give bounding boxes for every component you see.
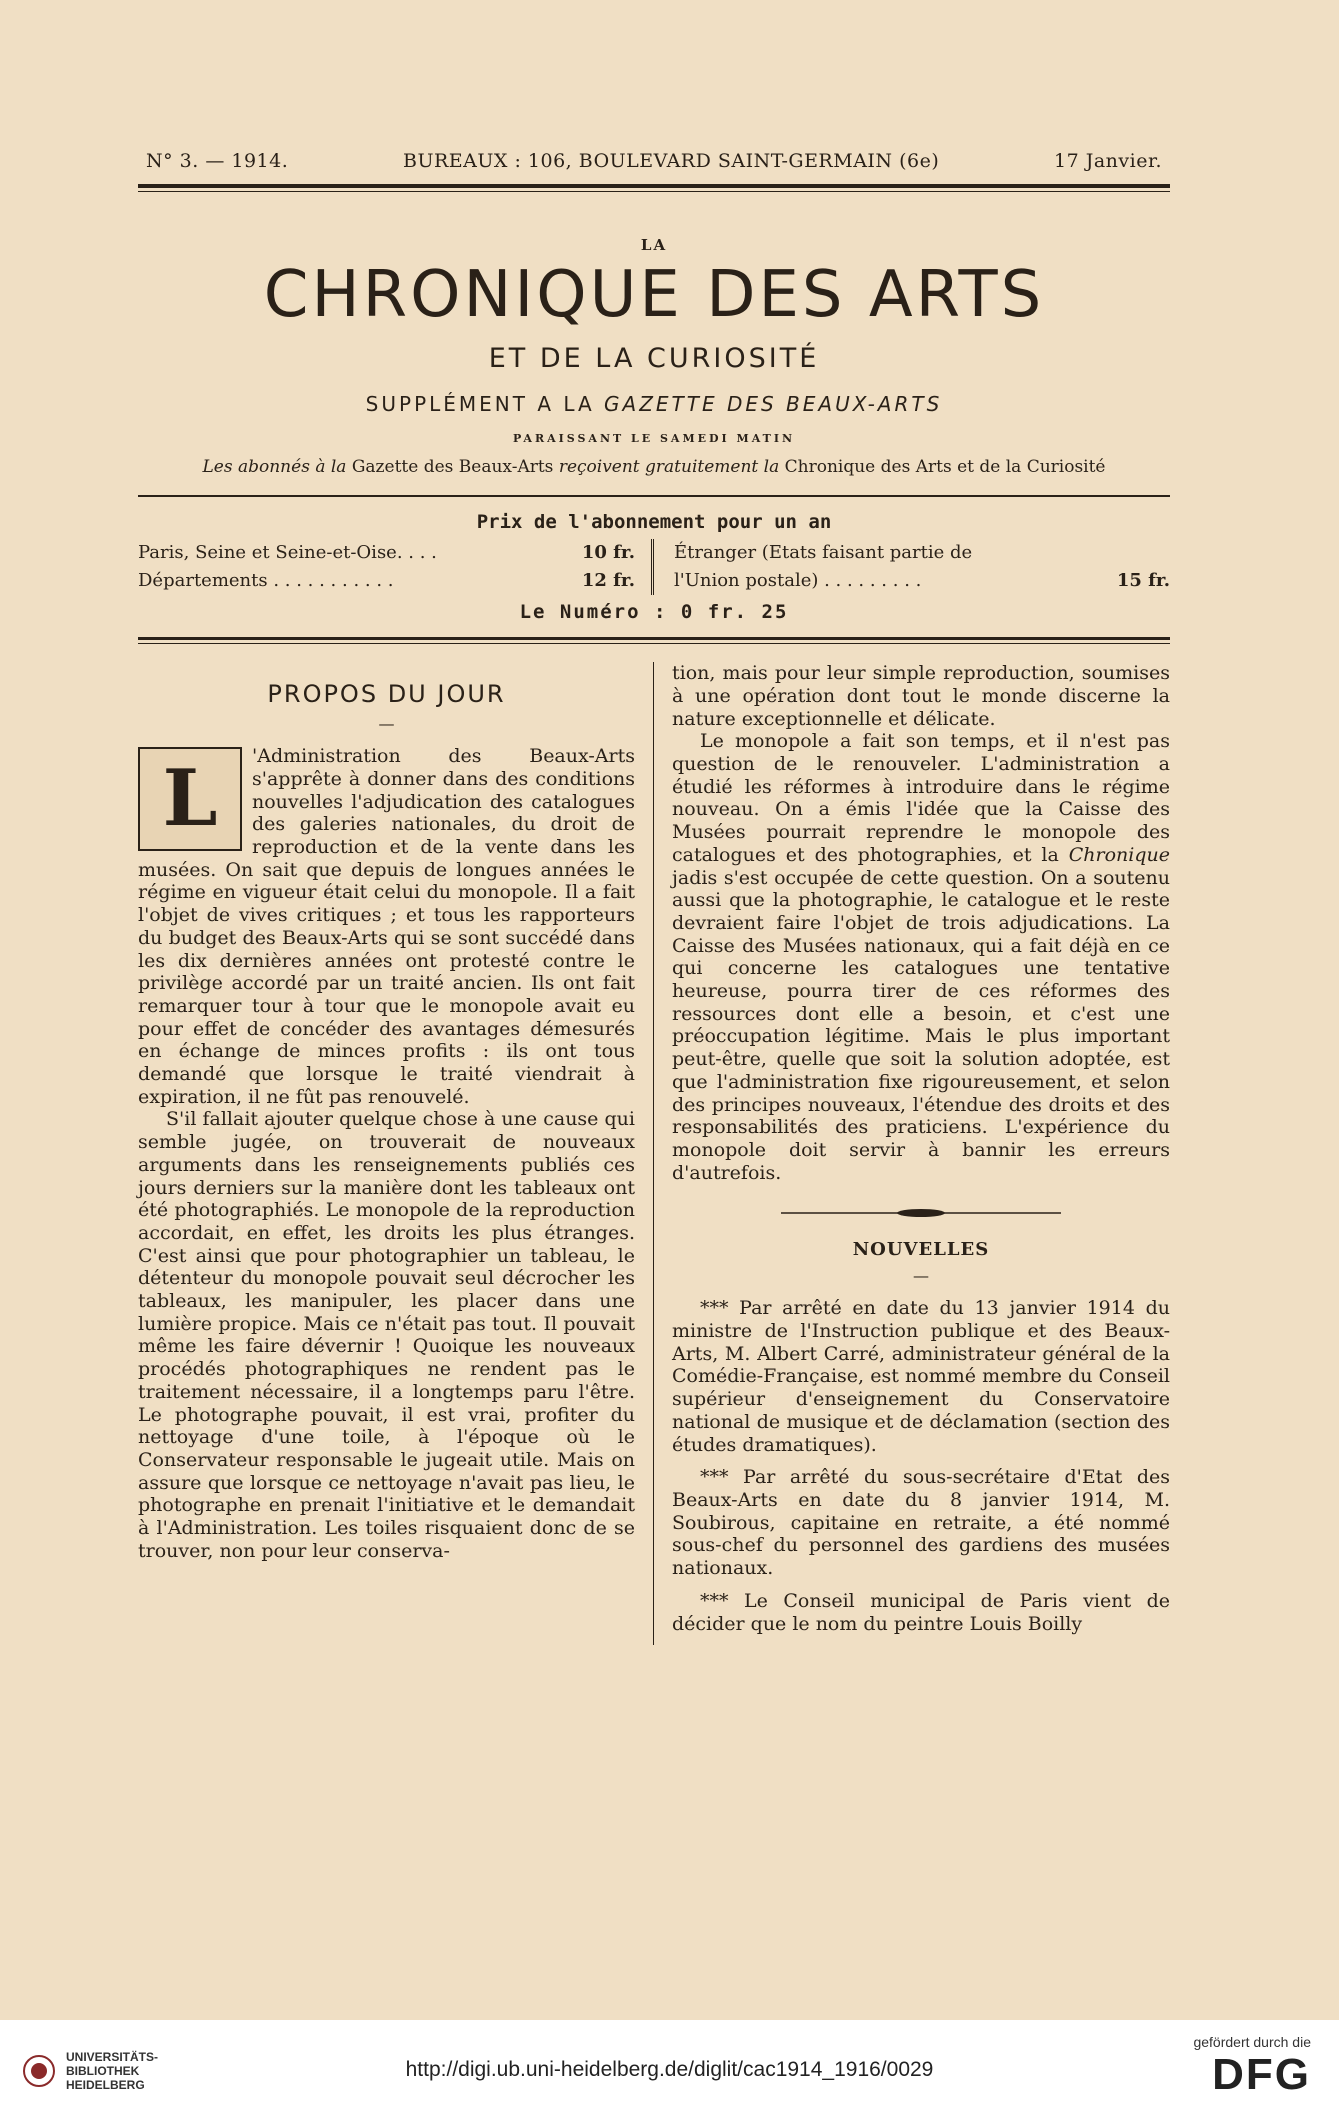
propos-continued-2 <box>672 730 1170 1184</box>
single-issue-price: Le Numéro : 0 fr. 25 <box>519 601 789 624</box>
section-rule <box>138 637 1170 640</box>
masthead-rule <box>138 495 1170 497</box>
masthead-la: LA <box>640 236 668 254</box>
subscription-title: Prix de l'abonnement pour un an <box>476 511 832 534</box>
abonnes-part-4: Chronique des Arts et de la Curiosité <box>779 457 1106 478</box>
article-columns <box>138 662 1170 1645</box>
top-rule <box>138 184 1170 188</box>
viewer-footer <box>0 2020 1339 2117</box>
permalink-url[interactable]: http://digi.ub.uni-heidelberg.de/diglit/cac1914_1916/0029 <box>405 2058 934 2081</box>
issue-line <box>138 150 1170 172</box>
right-column <box>654 662 1170 1645</box>
price-row <box>138 567 635 595</box>
supplement-line <box>138 392 1170 416</box>
subscribers-note <box>138 457 1170 477</box>
abonnes-part-3: reçoivent gratuitement la <box>558 457 780 478</box>
news-item: *** Par arrêté du sous-secrétaire d'Etat des Beaux-Arts en date du 8 janvier 1914, M. Soubirous, capitaine en retraite, a été nommé sous-chef du personnel des gardiens des musées nationaux. <box>672 1466 1170 1580</box>
price-value: 10 fr. <box>581 542 635 564</box>
masthead-title: CHRONIQUE DES ARTS <box>263 258 1045 332</box>
abonnes-part-2: Gazette des Beaux-Arts <box>346 457 559 478</box>
news-item: *** Le Conseil municipal de Paris vient de décider que le nom du peintre Louis Boilly <box>672 1589 1170 1635</box>
library-line-2: BIBLIOTHEK <box>66 2064 140 2078</box>
issue-date: 17 Janvier. <box>1054 150 1162 172</box>
price-label: Départements . . . . . . . . . . . <box>138 570 394 592</box>
dfg-credit <box>1193 2034 1311 2100</box>
masthead-subtitle: ET DE LA CURIOSITÉ <box>488 343 820 375</box>
etranger-label-1: Étranger (Etats faisant partie de <box>674 542 973 564</box>
price-row <box>138 539 635 567</box>
dfg-logo: DFG <box>1212 2050 1311 2099</box>
price-value: 12 fr. <box>581 570 635 592</box>
etranger-price: 15 fr. <box>1116 570 1170 592</box>
propos-p1-text: 'Administration des Beaux-Arts s'apprête à donner dans des conditions nouvelles l'adjudication des catalogues des galeries nationales, du droit de reproduction et de la vente dans les musées. On sait que depuis de longues années le régime en vigueur était celui du monopole. Il a fait l'objet de vives critiques ; et tous les rapporteurs du budget des Beaux-Arts qui se sont succédé dans les dix dernières années ont protesté contre le privilège accordé par un traité ancien. Ils ont fait remarquer tour à tour que le monopole avait eu pour effet de concéder des avantages démesurés en échange de minces profits : ils ont tous demandé que lorsque le traité viendrait à expiration, il ne fût pas renouvelé. <box>138 745 635 1108</box>
etranger-row-1 <box>674 539 1170 567</box>
library-line-1: UNIVERSITÄTS- <box>66 2050 159 2064</box>
ornament-rule-icon <box>781 1207 1061 1219</box>
bureaux-address: BUREAUX : 106, BOULEVARD SAINT-GERMAIN (6e) <box>403 150 940 172</box>
nouvelles-title: NOUVELLES <box>852 1239 990 1261</box>
propos-continued-1: tion, mais pour leur simple reproduction, soumises à une opération dont tout le monde discerne la nature exceptionnelle et délicate. <box>672 662 1170 730</box>
propos-paragraph-1 <box>138 745 635 1108</box>
newspaper-page <box>138 150 1170 1645</box>
section-rule-thin <box>138 643 1170 644</box>
supplement-title: GAZETTE DES BEAUX-ARTS <box>604 392 943 417</box>
subscription-foreign <box>654 539 1170 595</box>
news-item: *** Par arrêté en date du 13 janvier 1914 du ministre de l'Instruction publique et des Beaux-Arts, M. Albert Carré, administrateur général de la Comédie-Française, est nommé membre du Conseil supérieur d'enseignement du Conservatoire national de musique et de déclamation (section des études dramatiques). <box>672 1297 1170 1456</box>
funded-by-label: gefördert durch die <box>1193 2034 1311 2050</box>
top-rule-thin <box>138 191 1170 192</box>
propos-paragraph-2: S'il fallait ajouter quelque chose à une cause qui semble jugée, on trouverait de nouveaux arguments dans les renseignements publiés ces jours derniers sur la manière dont les tableaux ont été photographiés. Le monopole de la reproduction accordait, en effet, les droits les plus étranges. C'est ainsi que pour photographier un tableau, le détenteur du monopole pouvait seul décrocher les tableaux, les manipuler, les placer dans une lumière propice. Mais ce n'était pas tout. Il pouvait même les faire dévernir ! Quoique les nouveaux procédés photographiques ne rendent pas le traitement nécessaire, il a longtemps paru l'être. Le photographe pouvait, il est vrai, profiter du nettoyage d'une toile, à l'époque où le Conservateur responsable le jugeait utile. Mais on assure que lorsque ce nettoyage n'avait pas lieu, le photographe en prenait l'initiative et le demandait à l'Administration. Les toiles risquaient donc de se trouver, non pour leur conserva- <box>138 1108 635 1562</box>
etranger-label-2: l'Union postale) . . . . . . . . . <box>674 570 922 592</box>
price-label: Paris, Seine et Seine-et-Oise. . . . <box>138 542 437 564</box>
publication-schedule: PARAISSANT LE SAMEDI MATIN <box>512 432 796 446</box>
subscription-domestic <box>138 539 654 595</box>
dropcap: L <box>138 747 242 851</box>
supplement-prefix: SUPPLÉMENT A LA <box>365 392 605 417</box>
issue-number: N° 3. — 1914. <box>146 150 289 172</box>
subscription-table <box>138 539 1170 595</box>
title-dash: — <box>378 714 395 734</box>
abonnes-part-1: Les abonnés à la <box>202 457 347 478</box>
ornament-divider <box>672 1204 1170 1223</box>
etranger-row-2 <box>674 567 1170 595</box>
propos-title: PROPOS DU JOUR <box>267 680 506 709</box>
chronique-italic: Chronique <box>1068 843 1170 866</box>
library-line-3: HEIDELBERG <box>66 2078 145 2092</box>
nouvelles-dash: — <box>913 1266 929 1286</box>
continued-2b: jadis s'est occupée de cette question. On a soutenu aussi que la photographie, le catalogue et le reste devraient faire l'objet de trois adjudications. La Caisse des Musées nationaux, qui a fait déjà en ce qui concerne les catalogues une tentative heureuse, pourra tirer de ces réformes des ressources dont elle a besoin, et c'est une préoccupation légitime. Mais le plus important peut-être, quelle que soit la solution adoptée, est que l'administration fixe rigoureusement, et selon des principes nouveaux, l'étendue des droits et des responsabilités des praticiens. L'expérience du monopole doit servir à bannir les erreurs d'autrefois. <box>672 866 1170 1184</box>
left-column <box>138 662 654 1645</box>
continued-2a: Le monopole a fait son temps, et il n'est pas question de le renouveler. L'administration a étudié les réformes à introduire dans le régime nouveau. On a émis l'idée que la Caisse des Musées pourrait reprendre le monopole des catalogues et des photographies, et la <box>672 730 1170 866</box>
